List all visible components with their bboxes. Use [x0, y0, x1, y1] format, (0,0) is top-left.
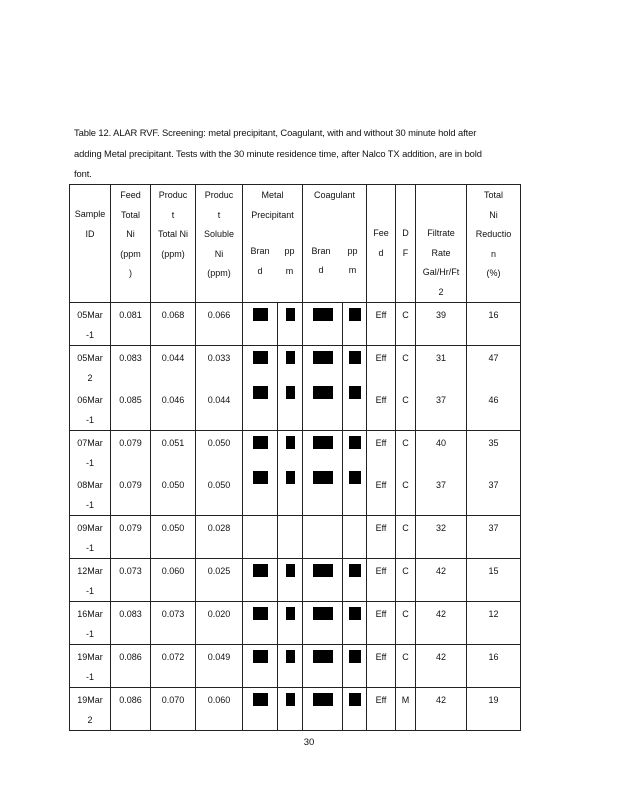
screening-table — [69, 184, 521, 731]
redaction-block — [313, 351, 333, 364]
cell-prod-total: 0.060 — [151, 559, 196, 602]
cell-metal-ppm — [278, 602, 303, 645]
cell-metal-ppm — [278, 346, 303, 431]
cell-coag-ppm — [343, 431, 367, 516]
table-row — [70, 303, 521, 346]
redaction-block — [349, 693, 361, 706]
cell-feed-ni: 0.079 — [111, 516, 151, 559]
redaction-block — [313, 436, 333, 449]
redaction-block — [313, 308, 333, 321]
cell-sample-id: 05Mar 2 06Mar -1 — [70, 346, 111, 431]
cell-df: C C — [396, 431, 416, 516]
redaction-block — [349, 471, 361, 484]
redaction-block — [286, 351, 295, 364]
redaction-block — [313, 650, 333, 663]
cell-feed-ni: 0.086 — [111, 645, 151, 688]
cell-metal-ppm — [278, 431, 303, 516]
table-row — [70, 346, 521, 431]
cell-reduction: 16 — [467, 645, 521, 688]
cell-rate: 42 — [416, 602, 467, 645]
cell-coag-brand — [303, 303, 343, 346]
cell-metal-ppm — [278, 559, 303, 602]
cell-feed: Eff — [367, 602, 396, 645]
cell-prod-sol: 0.033 0.044 — [196, 346, 243, 431]
cell-df: C — [396, 559, 416, 602]
cell-feed-ni: 0.081 — [111, 303, 151, 346]
redaction-block — [286, 607, 295, 620]
cell-prod-total: 0.044 0.046 — [151, 346, 196, 431]
redaction-block — [349, 308, 361, 321]
cell-reduction: 19 — [467, 688, 521, 731]
cell-df: C — [396, 645, 416, 688]
redaction-block — [253, 351, 268, 364]
cell-sample-id: 07Mar -1 08Mar -1 — [70, 431, 111, 516]
redaction-block — [349, 351, 361, 364]
cell-feed-ni: 0.086 — [111, 688, 151, 731]
cell-metal-ppm — [278, 516, 303, 559]
cell-prod-total: 0.070 — [151, 688, 196, 731]
redaction-block — [286, 693, 295, 706]
cell-reduction: 12 — [467, 602, 521, 645]
redaction-block — [349, 436, 361, 449]
cell-metal-ppm — [278, 303, 303, 346]
cell-reduction: 37 — [467, 516, 521, 559]
cell-coag-brand — [303, 602, 343, 645]
caption-line: adding Metal precipitant. Tests with the 30 minute residence time, after Nalco TX addition, are in bold — [74, 147, 482, 159]
cell-feed-ni: 0.083 — [111, 602, 151, 645]
cell-metal-ppm — [278, 645, 303, 688]
cell-prod-sol: 0.049 — [196, 645, 243, 688]
header-coag-brand: Bran d — [311, 245, 331, 275]
header-filtrate-rate: Filtrate Rate Gal/Hr/Ft 2 — [416, 185, 467, 303]
cell-metal-brand — [243, 431, 278, 516]
cell-rate: 42 — [416, 688, 467, 731]
header-row — [70, 185, 521, 303]
redaction-block — [349, 650, 361, 663]
table-caption — [74, 123, 544, 185]
cell-sample-id: 05Mar -1 — [70, 303, 111, 346]
redaction-block — [253, 436, 268, 449]
header-total-ni-reduction: Total Ni Reductio n (%) — [467, 185, 521, 303]
cell-rate: 42 — [416, 559, 467, 602]
cell-coag-ppm — [343, 516, 367, 559]
cell-reduction: 35 37 — [467, 431, 521, 516]
cell-df: C — [396, 602, 416, 645]
cell-feed-ni: 0.083 0.085 — [111, 346, 151, 431]
cell-sample-id: 12Mar -1 — [70, 559, 111, 602]
cell-sample-id: 19Mar 2 — [70, 688, 111, 731]
header-coag-ppm: pp m — [347, 245, 358, 275]
cell-df: C — [396, 303, 416, 346]
redaction-block — [313, 607, 333, 620]
cell-coag-ppm — [343, 688, 367, 731]
redaction-block — [286, 308, 295, 321]
cell-coag-ppm — [343, 602, 367, 645]
header-metal-brand: Bran d — [250, 246, 270, 276]
cell-prod-total: 0.072 — [151, 645, 196, 688]
cell-coag-ppm — [343, 303, 367, 346]
redaction-block — [253, 308, 268, 321]
cell-feed: Eff — [367, 303, 396, 346]
cell-prod-total: 0.050 — [151, 516, 196, 559]
redaction-block — [253, 650, 268, 663]
cell-feed: Eff Eff — [367, 346, 396, 431]
cell-coag-brand — [303, 559, 343, 602]
cell-prod-sol: 0.060 — [196, 688, 243, 731]
table-row — [70, 688, 521, 731]
cell-coag-brand — [303, 516, 343, 559]
cell-coag-brand — [303, 346, 343, 431]
header-coagulant: Coagulant Bran d pp m — [303, 185, 367, 303]
header-feed-total-ni: Feed Total Ni (ppm ) — [111, 185, 151, 303]
cell-reduction: 47 46 — [467, 346, 521, 431]
redaction-block — [313, 564, 333, 577]
cell-feed: Eff — [367, 516, 396, 559]
cell-prod-total: 0.068 — [151, 303, 196, 346]
cell-metal-ppm — [278, 688, 303, 731]
redaction-block — [349, 564, 361, 577]
header-metal-precipitant: Metal Precipitant Bran d pp m — [243, 185, 303, 303]
redaction-block — [253, 607, 268, 620]
cell-metal-brand — [243, 688, 278, 731]
cell-prod-sol: 0.020 — [196, 602, 243, 645]
header-metal-ppm: pp m — [284, 246, 295, 276]
header-df: D F — [396, 185, 416, 303]
cell-prod-sol: 0.025 — [196, 559, 243, 602]
redaction-block — [349, 607, 361, 620]
table-row — [70, 516, 521, 559]
cell-sample-id: 19Mar -1 — [70, 645, 111, 688]
redaction-block — [253, 693, 268, 706]
cell-coag-brand — [303, 688, 343, 731]
cell-df: M — [396, 688, 416, 731]
cell-prod-total: 0.073 — [151, 602, 196, 645]
page-number: 30 — [303, 737, 315, 748]
cell-prod-total: 0.051 0.050 — [151, 431, 196, 516]
redaction-block — [286, 386, 295, 399]
cell-rate: 31 37 — [416, 346, 467, 431]
cell-prod-sol: 0.050 0.050 — [196, 431, 243, 516]
cell-rate: 42 — [416, 645, 467, 688]
cell-feed-ni: 0.073 — [111, 559, 151, 602]
redaction-block — [349, 386, 361, 399]
cell-coag-ppm — [343, 559, 367, 602]
header-product-total-ni: Produc t Total Ni (ppm) — [151, 185, 196, 303]
caption-line: font. — [74, 168, 92, 179]
cell-metal-brand — [243, 303, 278, 346]
table-row — [70, 559, 521, 602]
table-row — [70, 431, 521, 516]
cell-prod-sol: 0.066 — [196, 303, 243, 346]
cell-coag-brand — [303, 431, 343, 516]
header-feed: Fee d — [367, 185, 396, 303]
cell-df: C C — [396, 346, 416, 431]
header-sample-id: Sample ID — [70, 185, 111, 303]
table-row — [70, 602, 521, 645]
cell-rate: 40 37 — [416, 431, 467, 516]
cell-coag-ppm — [343, 346, 367, 431]
cell-rate: 39 — [416, 303, 467, 346]
caption-line: Table 12. ALAR RVF. Screening: metal precipitant, Coagulant, with and without 30 minute hold after — [74, 127, 477, 138]
redaction-block — [313, 693, 333, 706]
redaction-block — [313, 471, 333, 484]
redaction-block — [286, 650, 295, 663]
redaction-block — [286, 564, 295, 577]
cell-reduction: 15 — [467, 559, 521, 602]
cell-feed-ni: 0.079 0.079 — [111, 431, 151, 516]
cell-metal-brand — [243, 559, 278, 602]
redaction-block — [286, 471, 295, 484]
table-row — [70, 645, 521, 688]
cell-df: C — [396, 516, 416, 559]
cell-metal-brand — [243, 645, 278, 688]
cell-reduction: 16 — [467, 303, 521, 346]
cell-metal-brand — [243, 346, 278, 431]
cell-rate: 32 — [416, 516, 467, 559]
cell-feed: Eff — [367, 688, 396, 731]
redaction-block — [253, 564, 268, 577]
cell-sample-id: 09Mar -1 — [70, 516, 111, 559]
redaction-block — [286, 436, 295, 449]
cell-feed: Eff — [367, 559, 396, 602]
cell-sample-id: 16Mar -1 — [70, 602, 111, 645]
cell-feed: Eff Eff — [367, 431, 396, 516]
cell-metal-brand — [243, 602, 278, 645]
cell-feed: Eff — [367, 645, 396, 688]
header-product-soluble-ni: Produc t Soluble Ni (ppm) — [196, 185, 243, 303]
cell-metal-brand — [243, 516, 278, 559]
cell-prod-sol: 0.028 — [196, 516, 243, 559]
redaction-block — [253, 386, 268, 399]
cell-coag-ppm — [343, 645, 367, 688]
redaction-block — [253, 471, 268, 484]
cell-coag-brand — [303, 645, 343, 688]
redaction-block — [313, 386, 333, 399]
